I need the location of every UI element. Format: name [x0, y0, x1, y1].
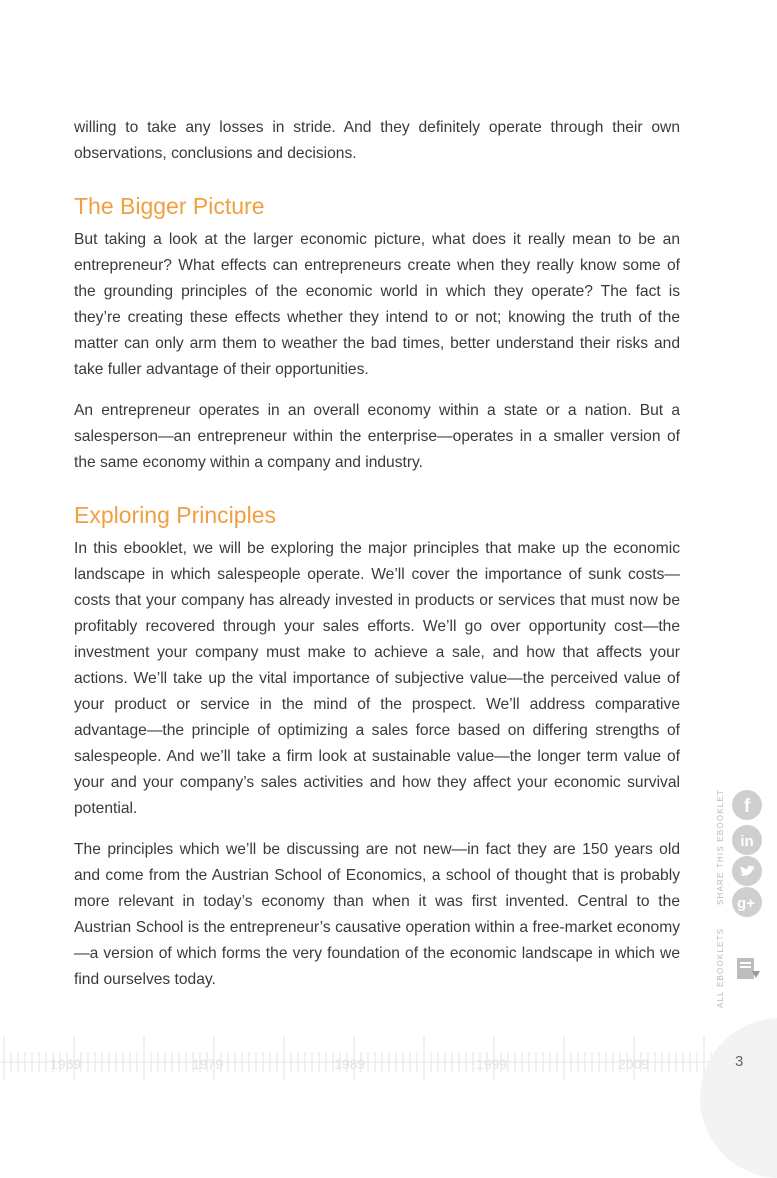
paragraph-bigger-2: An entrepreneur operates in an overall economy within a state or a nation. But a salesperson—an entrepreneur within the enterprise—operates in a smaller version of the same economy within a company and industry.: [74, 402, 680, 471]
timeline-year: 1969: [50, 1056, 82, 1072]
google-plus-icon[interactable]: [732, 887, 762, 917]
timeline-ruler: [0, 1036, 720, 1096]
timeline-year: 1999: [476, 1056, 508, 1072]
timeline-year: 2009: [618, 1056, 650, 1072]
share-label: SHARE THIS EBOOKLET: [716, 788, 725, 905]
svg-text:f: f: [743, 796, 751, 817]
ebooklet-download-icon[interactable]: [735, 956, 761, 982]
svg-text:in: in: [740, 833, 754, 850]
svg-text:g+: g+: [737, 895, 755, 912]
paragraph-bigger-1: But taking a look at the larger economic picture, what does it really mean to be an entrepreneur? What effects can entrepreneurs create when they really know some of the grounding principles of the economic world in which they operate? The fact is they’re creating these effects whether they intend to or not; knowing the truth of the matter can only arm them to weather the bad times, better understand their risks and take fuller advantage of their opportunities.: [74, 231, 680, 378]
heading-exploring-principles: Exploring Principles: [74, 502, 276, 528]
page-content: [74, 115, 680, 993]
twitter-icon[interactable]: [732, 856, 762, 886]
timeline-year: 1979: [192, 1056, 224, 1072]
heading-bigger-picture: The Bigger Picture: [74, 193, 265, 219]
share-sidebar: [712, 790, 772, 1015]
page-number: 3: [735, 1053, 744, 1070]
paragraph-exploring-2: The principles which we’ll be discussing are not new—in fact they are 150 years old and come from the Austrian School of Economics, a school of thought that is probably more relevant in today’s economy than when it was first invented. Central to the Austrian School is the entrepreneur’s causative operation within a free-market economy—a version of which forms the very foundation of the economic landscape in which we find ourselves today.: [74, 841, 680, 988]
paragraph-exploring-1: In this ebooklet, we will be exploring the major principles that make up the economic landscape in which salespeople operate. We’ll cover the importance of sunk costs—costs that your company has already invested in products or services that must now be profitably recovered through your sales efforts. We’ll go over opportunity cost—the investment your company must make to achieve a sale, and how that affects your actions. We’ll take up the vital importance of subjective value—the perceived value of your product or service in the mind of the prospect. We’ll address comparative advantage—the principle of optimizing a sales force based on differing strengths of salespeople. And we’ll take a firm look at sustainable value—the longer term value of your and your company’s sales activities and how they affect your economic survival potential.: [74, 540, 680, 817]
timeline-year: 1989: [334, 1056, 366, 1072]
linkedin-icon[interactable]: [732, 825, 762, 855]
facebook-icon[interactable]: [732, 790, 762, 820]
paragraph-intro: willing to take any losses in stride. And they definitely operate through their own observations, conclusions and decisions.: [74, 119, 680, 162]
all-ebooklets-link[interactable]: ALL EBOOKLETS: [716, 927, 725, 1008]
